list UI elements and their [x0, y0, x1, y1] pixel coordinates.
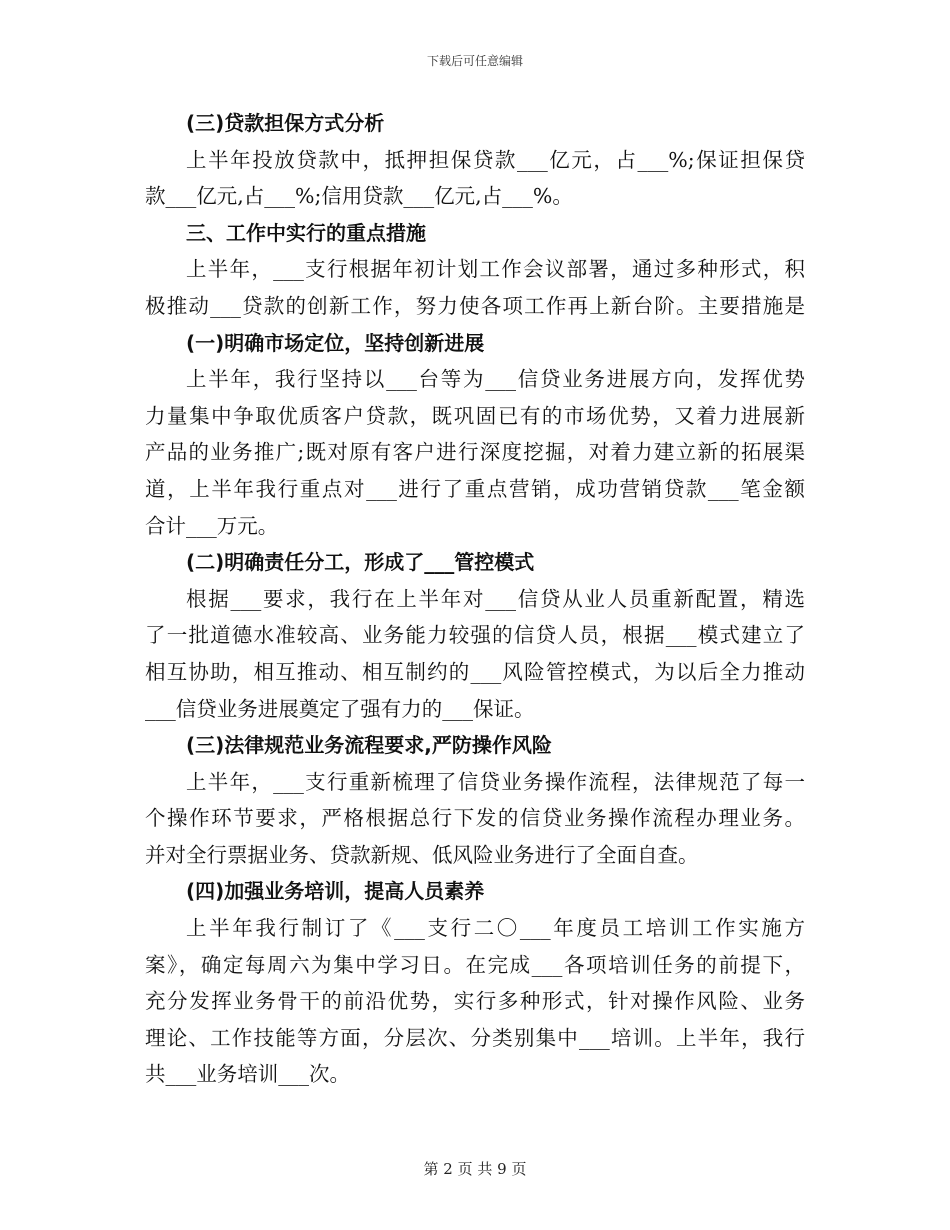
paragraph-line: 充分发挥业务骨干的前沿优势，实行多种形式，针对操作风险、业务 — [145, 989, 805, 1014]
paragraph-line: 道，上半年我行重点对___进行了重点营销，成功营销贷款___笔金额 — [145, 476, 805, 501]
paragraph-line: 上半年，我行坚持以___台等为___信贷业务进展方向，发挥优势 — [186, 367, 805, 392]
paragraph-line: ___信贷业务进展奠定了强有力的___保证。 — [145, 696, 535, 721]
paragraph-line: 上半年我行制订了《___支行二〇___年度员工培训工作实施方 — [186, 916, 805, 941]
paragraph-line: 上半年，___支行重新梳理了信贷业务操作流程，法律规范了每一 — [186, 769, 805, 794]
paragraph-line: 相互协助，相互推动、相互制约的___风险管控模式，为以后全力推动 — [145, 659, 805, 684]
paragraph-line: 案》，确定每周六为集中学习日。在完成___各项培训任务的前提下， — [145, 952, 805, 977]
paragraph-line: 产品的业务推广;既对原有客户进行深度挖掘，对着力建立新的拓展渠 — [145, 440, 805, 465]
section-heading-training: (四)加强业务培训，提高人员素养 — [186, 879, 485, 904]
paragraph-line: 个操作环节要求，严格根据总行下发的信贷业务操作流程办理业务。 — [145, 806, 805, 831]
paragraph-line: 合计___万元。 — [145, 513, 279, 538]
paragraph-line: 极推动___贷款的创新工作，努力使各项工作再上新台阶。主要措施是 — [145, 293, 805, 318]
paragraph-line: 根据___要求，我行在上半年对___信贷从业人员重新配置，精选 — [186, 586, 805, 611]
section-heading-loan-guarantee: (三)贷款担保方式分析 — [186, 111, 385, 135]
paragraph-line: 款___亿元,占___%;信用贷款___亿元,占___%。 — [145, 184, 573, 209]
paragraph-line: 理论、工作技能等方面，分层次、分类别集中___培训。上半年，我行 — [145, 1025, 805, 1050]
paragraph-line: 力量集中争取优质客户贷款，既巩固已有的市场优势，又着力进展新 — [145, 403, 805, 428]
page-header: 下载后可任意编辑 — [426, 54, 523, 68]
page-footer: 第 2 页 共 9 页 — [423, 1160, 527, 1178]
paragraph-line: 并对全行票据业务、贷款新规、低风险业务进行了全面自查。 — [145, 842, 699, 867]
document-body — [145, 105, 805, 1093]
section-heading-key-measures: 三、工作中实行的重点措施 — [186, 220, 426, 245]
paragraph-line: 上半年投放贷款中，抵押担保贷款___亿元，占___%;保证担保贷 — [186, 147, 805, 172]
section-heading-process-standards: (三)法律规范业务流程要求,严防操作风险 — [186, 733, 552, 758]
section-heading-responsibility: (二)明确责任分工，形成了___管控模式 — [186, 550, 535, 575]
section-heading-market-positioning: (一)明确市场定位，坚持创新进展 — [186, 330, 485, 355]
paragraph-line: 上半年，___支行根据年初计划工作会议部署，通过多种形式，积 — [186, 257, 805, 282]
paragraph-line: 了一批道德水准较高、业务能力较强的信贷人员，根据___模式建立了 — [145, 623, 805, 648]
paragraph-line: 共___业务培训___次。 — [145, 1062, 350, 1087]
